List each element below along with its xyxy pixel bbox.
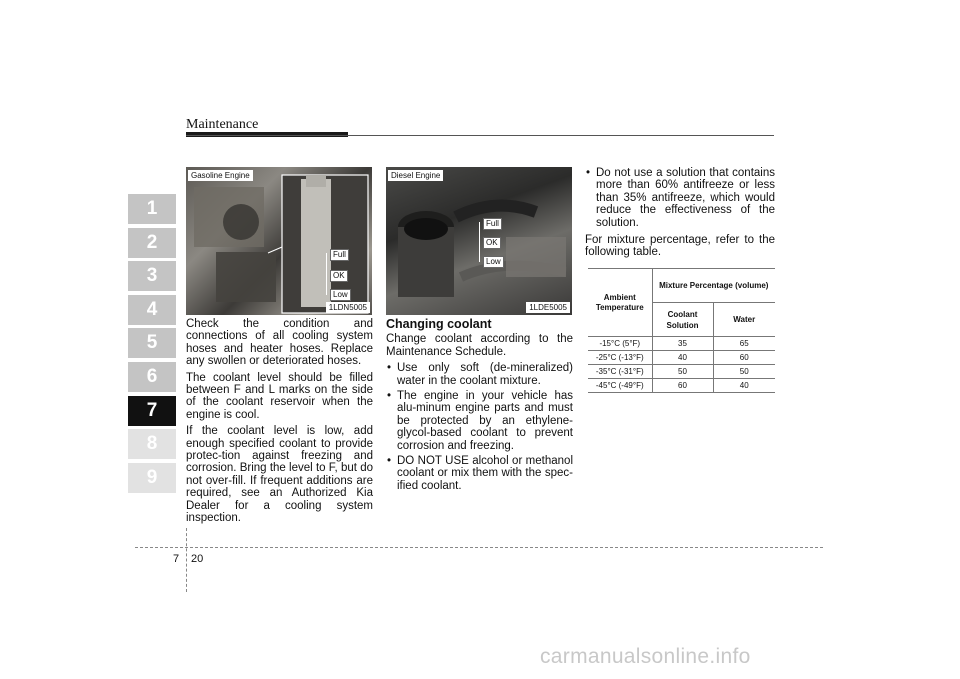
chapter-tab-8[interactable]: 8: [128, 429, 176, 459]
paragraph: The coolant level should be filled between F and L marks on the side of the coolant reservoir when the engine is cool.: [186, 371, 373, 421]
paragraph: For mixture percentage, refer to the following table.: [585, 234, 775, 259]
table-row: [588, 379, 775, 393]
chapter-tab-2[interactable]: 2: [128, 228, 176, 258]
diesel-mark-low: Low: [483, 256, 504, 268]
chapter-tabs: [128, 194, 176, 496]
table-row: [588, 337, 775, 351]
gasoline-level-bracket: [326, 253, 327, 295]
paragraph: Check the condition and connections of all cooling system hoses and heater hoses. Replace any swollen or deteriorated hoses.: [186, 318, 373, 368]
text-column-3: [585, 167, 775, 263]
table-cell-temp: -45°C (-49°F): [588, 379, 652, 393]
page-header-title: Maintenance: [186, 117, 259, 132]
chapter-tab-9[interactable]: 9: [128, 463, 176, 493]
table-cell-water: 40: [713, 379, 775, 393]
table-cell-temp: -35°C (-31°F): [588, 365, 652, 379]
diesel-level-bracket: [479, 222, 480, 262]
bullet-item: • Use only soft (de-mineralized) water in the coolant mixture.: [386, 362, 573, 387]
table-cell-coolant: 40: [652, 351, 713, 365]
coolant-mixture-table: [588, 268, 775, 393]
table-cell-water: 50: [713, 365, 775, 379]
footer-divider: [186, 528, 187, 592]
diesel-figure-code: 1LDE5005: [526, 302, 570, 313]
footer-page-number: 20: [191, 553, 204, 565]
table-cell-temp: -15°C (5°F): [588, 337, 652, 351]
gasoline-engine-photo: [186, 167, 372, 315]
bullet-item: • DO NOT USE alcohol or methanol coolant or mix them with the spec-ified coolant.: [386, 455, 573, 492]
table-cell-coolant: 35: [652, 337, 713, 351]
header-rule: [186, 135, 774, 136]
footer-rule: [135, 547, 823, 548]
watermark: carmanualsonline.info: [540, 645, 751, 668]
paragraph: If the coolant level is low, add enough specified coolant to provide protec-tion against freezing and corrosion. Bring the level to F, but do not over-fill. If frequent additions are required, see an Authorized Kia Dealer for a cooling system inspection.: [186, 425, 373, 525]
gasoline-figure-code: 1LDN5005: [326, 302, 370, 313]
chapter-tab-3[interactable]: 3: [128, 261, 176, 291]
diesel-mark-full: Full: [483, 218, 502, 230]
chapter-tab-6[interactable]: 6: [128, 362, 176, 392]
table-cell-water: 65: [713, 337, 775, 351]
chapter-tab-4[interactable]: 4: [128, 295, 176, 325]
diesel-figure-label: Diesel Engine: [388, 170, 443, 181]
bullet-item: • The engine in your vehicle has alu-minum engine parts and must be protected by an ethylene-glycol-based coolant to prevent corrosion and freezing.: [386, 390, 573, 452]
chapter-tab-1[interactable]: 1: [128, 194, 176, 224]
gasoline-mark-full: Full: [330, 249, 349, 261]
chapter-tab-5[interactable]: 5: [128, 328, 176, 358]
table-row: [588, 365, 775, 379]
chapter-tab-7[interactable]: 7: [128, 396, 176, 426]
paragraph: Change coolant according to the Maintenance Schedule.: [386, 333, 573, 358]
table-row: [588, 351, 775, 365]
text-column-2: [386, 318, 573, 495]
table-header-ambient: Ambient Temperature: [588, 269, 652, 337]
gasoline-figure-label: Gasoline Engine: [188, 170, 253, 181]
diesel-mark-ok: OK: [483, 237, 501, 249]
table-cell-coolant: 50: [652, 365, 713, 379]
table-cell-water: 60: [713, 351, 775, 365]
table-header-water: Water: [713, 303, 775, 337]
section-title: Changing coolant: [386, 317, 492, 331]
gasoline-mark-ok: OK: [330, 270, 348, 282]
table-cell-temp: -25°C (-13°F): [588, 351, 652, 365]
table-header-mixture: Mixture Percentage (volume): [652, 269, 775, 303]
bullet-item: • Do not use a solution that contains more than 60% antifreeze or less than 35% antifreeze, which would reduce the effectiveness of the solution.: [585, 167, 775, 229]
footer-section-number: 7: [173, 553, 180, 565]
table-cell-coolant: 60: [652, 379, 713, 393]
diesel-engine-photo: [386, 167, 572, 315]
gasoline-mark-low: Low: [330, 289, 351, 301]
table-header-coolant: Coolant Solution: [652, 303, 713, 337]
text-column-1: [186, 318, 373, 529]
